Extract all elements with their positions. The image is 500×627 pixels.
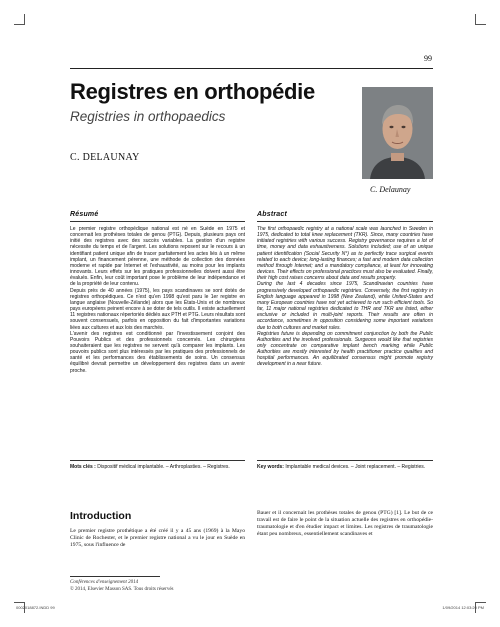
photo-caption: C. Delaunay <box>370 185 411 194</box>
abstract-keywords-rule <box>257 460 433 461</box>
header-rule <box>70 68 433 69</box>
print-slug-left: 0002018872.INDD 99 <box>16 605 55 610</box>
resume-paragraph: L'avenir des registres est conditionné par l'investissement conjoint des Pouvoirs Publics et des professionnels concernés. Les chirurgiens souhaiteraient que les registres ne servent qu'à comparer les implants. Les pouvoirs publics sont plus intéressés par les pratiques des professionnels de santé et les performances des établissements de soins. Un consensus équilibré devrait permettre un développement des registres dans un avenir proche. <box>70 330 245 374</box>
footer-rule <box>70 576 160 577</box>
crop-mark-top-right <box>475 14 486 25</box>
footer-conference: Conférences d'enseignement 2014 <box>70 580 139 585</box>
resume-keywords-text: Dispositif médical implantable. – Arthroplasties. – Registres. <box>97 464 230 470</box>
abstract-keywords-label: Key words: <box>257 464 284 470</box>
author-photo <box>362 87 433 179</box>
abstract-body <box>257 226 433 368</box>
introduction-right-text: Bauer et il concernait les prothèses totales de genou (PTG) [1]. Le but de ce travail est de faire le point de la situation actuelle des registres en orthopédie-traumatologie et d'en étudier impact et limites. Les registres de traumatologie étant peu nombreux, essentiellement scandinaves et <box>257 510 433 537</box>
abstract-heading: Abstract <box>257 211 287 218</box>
abstract-keywords-text: Implantable medical devices. – Joint replacement. – Registries. <box>285 464 426 470</box>
resume-heading: Résumé <box>70 211 99 218</box>
footer-copyright: © 2014, Elsevier Masson SAS. Tous droits réservés <box>70 586 174 592</box>
resume-keywords <box>70 464 245 470</box>
introduction-heading: Introduction <box>70 510 132 522</box>
footer <box>70 580 174 593</box>
resume-paragraph: Depuis près de 40 années (1975), les pays scandinaves se sont dotés de registres orthopédiques. Ce n'est qu'en 1998 qu'est paru le 1er registre en langue anglaise (Nouvelle-Zélande) alors que les États-Unis et de nombreux pays européens peinent encore à se doter de tels outils. Il existe actuellement 11 registres nationaux répertoriés dédiés aux PTH et PTG. Leurs résultats sont souvent consensuels, parfois en opposition du fait d'importantes variations liées aux cultures et aux lois des marchés. <box>70 287 245 331</box>
print-slug-right: 1/09/2014 12:03:20 PM <box>442 605 484 610</box>
resume-keywords-rule <box>70 460 245 461</box>
page-number: 99 <box>424 54 432 63</box>
crop-mark-top-left <box>14 14 25 25</box>
abstract-rule <box>257 221 433 222</box>
resume-rule <box>70 221 245 222</box>
abstract-keywords <box>257 464 433 470</box>
article-subtitle: Registries in orthopaedics <box>70 109 226 124</box>
article-title: Registres en orthopédie <box>70 79 315 104</box>
author-name: C. DELAUNAY <box>70 152 140 163</box>
abstract-paragraph: Registries future is depending on commitment conjunction by both the Public Authorities and the involved professionals. Surgeons would like that registries only concentrate on comparative implant bench marking while Public Authorities are mostly interested by health practitioner practice qualities and hospital performances. An equilibrated consensus might promote registry development in a near future. <box>257 330 433 368</box>
abstract-paragraph: During the last 4 decades since 1975, Scandinavian countries have progressively developed orthopaedic registries. Conversely, the first registry in English language appeared in 1998 (New Zealand), while United-States and many European countries have not yet achieved to run such efficient tools. So far, 11 major national registries dedicated to THR and TKR are listed, either exclusive or included in multi-joint reports. Their results are often in accordance, sometimes in opposition considering some important variations due to both cultures and market rules. <box>257 281 433 331</box>
introduction-left-text: Le premier registre prothétique a été créé il y a 45 ans (1969) à la Mayo Clinic de Rochester, et le premier registre national a vu le jour en Suède en 1975, sous l'influence de <box>70 528 245 548</box>
resume-paragraph: Le premier registre orthopédique national est né en Suède en 1975 et concernait les prothèses totales de genou (PTG). Depuis, plusieurs pays ont initié des registres avec des succès variables. La gestion d'un registre nécessite du temps et de l'argent. Les solutions reposent sur le recours à un identifiant patient unique afin de tracer parfaitement les actes liés à un même implant, un financement pérenne, une méthode de collection des données moderne et rapide par Internet et l'exhaustivité, au moins pour les implants innovants. Leurs effets sur les pratiques professionnelles doivent aussi être évalués. Enfin, leur coût important pose le problème de leur indépendance et de la propriété de leur contenu. <box>70 226 245 288</box>
portrait-illustration <box>362 87 433 179</box>
abstract-paragraph: The first orthopaedic registry at a national scale was launched in Sweden in 1975, dedicated to total knee replacement (TKR). Since, many countries have initiated registries with various success. Registry governance requires a lot of time, money and data exhaustiveness. Solutions included; use of an unique patient identification (Social Security N°) as to perfectly trace surgical events related to each device; long-lasting finances; a fast and modern data collection method through Internet; and a mandatory compliance, at least for innovating devices. Their effects on professional practices must also be evaluated. Finally, their high cost raises concerns about data and results property. <box>257 226 433 282</box>
resume-body <box>70 226 245 374</box>
resume-keywords-label: Mots clés : <box>70 464 96 470</box>
